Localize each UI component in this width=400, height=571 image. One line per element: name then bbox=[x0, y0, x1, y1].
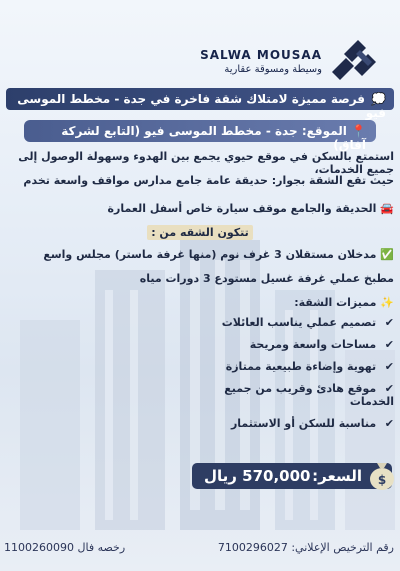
components-line-1-text: مدخلان مستقلان 3 غرف نوم (منها غرفة ماستر) مجلس واسع bbox=[43, 248, 377, 261]
intro-line-3 bbox=[6, 202, 394, 215]
check-mark-icon: ✔ bbox=[384, 316, 394, 329]
components-line-2-text: مطبخ عملي غرفة غسيل مستودع 3 دورات مياه bbox=[139, 272, 394, 285]
feature-item: ✔ تهوية وإضاءة طبيعية ممتازة bbox=[225, 360, 394, 373]
components-heading bbox=[6, 226, 394, 239]
fal-license bbox=[4, 541, 125, 554]
features-heading-text: مميزات الشقة: bbox=[294, 296, 377, 309]
ad-title bbox=[6, 88, 394, 120]
price-value: 570,000 ريال bbox=[204, 467, 311, 485]
intro-line-2-text: حيث تقع الشقة بجوار: حديقة عامة جامع مدارس مواقف واسعة تخدم bbox=[23, 174, 394, 187]
svg-text:$: $ bbox=[377, 473, 387, 487]
location-text: الموقع: جدة - مخطط الموسى فيو (التابع لشركة آفاق) bbox=[61, 124, 366, 152]
sparkle-icon: ✨ bbox=[380, 296, 394, 309]
brand-name: SALWA MOUSAA bbox=[200, 48, 322, 62]
components-heading-text: تتكون الشقه من : bbox=[147, 225, 253, 240]
check-mark-icon: ✔ bbox=[384, 382, 394, 395]
ad-license bbox=[218, 541, 394, 554]
fal-license-text: رخصه فال 1100260090 bbox=[4, 541, 126, 554]
price-box bbox=[192, 463, 392, 489]
brand-header bbox=[162, 40, 382, 90]
check-mark-icon: ✔ bbox=[384, 417, 394, 430]
intro-line-1: استمتع بالسكن في موقع حيوي يجمع بين الهدوء وسهولة الوصول إلى جميع الخدمات، bbox=[18, 150, 394, 176]
intro-line-3-text: الحديقة والجامع موقف سيارة خاص أسفل العمارة bbox=[107, 202, 377, 215]
brand-logo-icon bbox=[326, 40, 382, 84]
ad-title-text: فرصة مميزة لامتلاك شقة فاخرة في جدة - مخطط الموسى فيو bbox=[17, 92, 386, 120]
check-mark-icon: ✔ bbox=[384, 360, 394, 373]
feature-item: ✔ مناسبة للسكن أو الاستثمار bbox=[230, 417, 394, 430]
money-bag-icon bbox=[368, 457, 396, 491]
features-list bbox=[180, 316, 394, 439]
price-label: السعر: bbox=[312, 467, 362, 485]
ad-license-text: رقم الترخيص الإعلاني: 7100296027 bbox=[217, 541, 394, 554]
brand-subtitle: وسيطة ومسوقة عقارية bbox=[224, 64, 322, 75]
components-line-1 bbox=[6, 248, 394, 261]
chat-bubble-icon: 💭 bbox=[371, 92, 386, 106]
components-line-2 bbox=[6, 272, 394, 285]
feature-item: ✔ موقع هادئ وقريب من جميع الخدمات bbox=[224, 382, 394, 408]
location-pin-icon: 📍 bbox=[351, 124, 366, 138]
features-heading bbox=[6, 296, 394, 309]
location-bar bbox=[24, 120, 376, 152]
feature-item: ✔ مساحات واسعة ومريحة bbox=[249, 338, 394, 351]
car-icon: 🚘 bbox=[380, 202, 394, 215]
intro-line-2 bbox=[6, 174, 394, 187]
check-box-icon: ✅ bbox=[380, 248, 394, 261]
check-mark-icon: ✔ bbox=[384, 338, 394, 351]
feature-item: ✔ تصميم عملي يناسب العائلات bbox=[221, 316, 394, 329]
